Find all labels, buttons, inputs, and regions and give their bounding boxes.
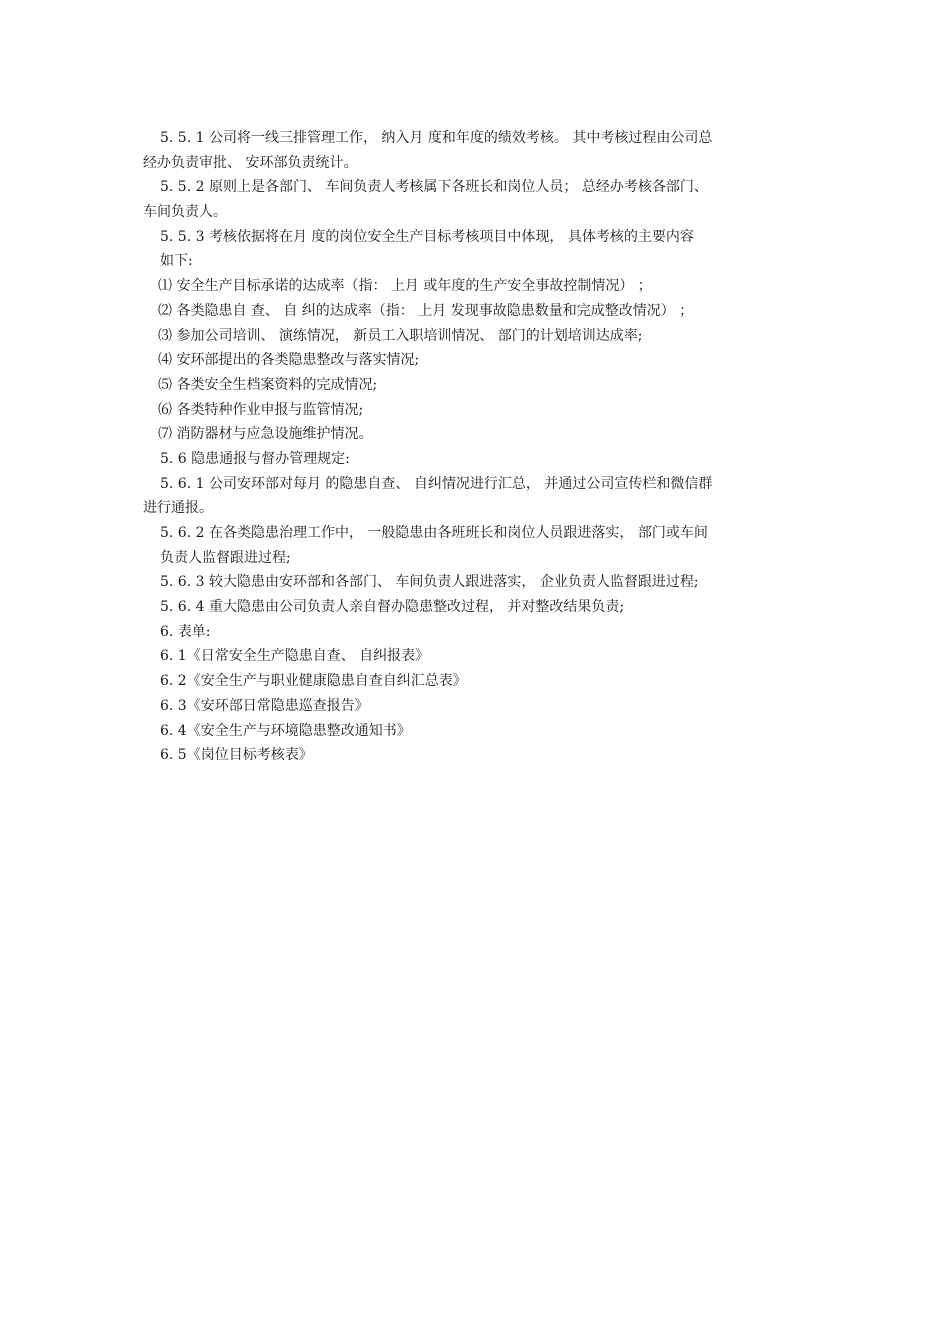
- text-line: 5. 5. 3 考核依据将在月 度的岗位安全生产目标考核项目中体现， 具体考核的主要内容: [160, 228, 694, 245]
- list-item: ⑸ 各类安全生档案资料的完成情况;: [158, 376, 378, 393]
- text-line: 5. 5. 1 公司将一线三排管理工作， 纳入月 度和年度的绩效考核。 其中考核过程由公司总: [160, 130, 713, 146]
- section-heading: 6. 表单:: [160, 623, 211, 640]
- text-line: 如下:: [160, 253, 193, 270]
- text-line: 负责人监督跟进过程;: [160, 549, 291, 566]
- text-line: 5. 6. 3 较大隐患由安环部和各部门、 车间负责人跟进落实， 企业负责人监督跟进过程;: [160, 574, 699, 591]
- list-item: ⑷ 安环部提出的各类隐患整改与落实情况;: [158, 352, 420, 369]
- section-heading: 5. 6 隐患通报与督办管理规定:: [160, 450, 350, 467]
- list-item: ⑹ 各类特种作业申报与监管情况;: [158, 401, 364, 418]
- text-line: 5. 6. 4 重大隐患由公司负责人亲自督办隐患整改过程， 并对整改结果负责;: [160, 599, 625, 616]
- text-line: 车间负责人。: [143, 204, 227, 221]
- text-line: 进行通报。: [143, 500, 213, 517]
- list-item: 6. 3《安环部日常隐患巡查报告》: [160, 697, 369, 714]
- list-item: 6. 5《岗位目标考核表》: [160, 747, 313, 764]
- text-line: 5. 6. 1 公司安环部对每月 的隐患自查、 自纠情况进行汇总， 并通过公司宣传栏和微信群: [160, 475, 713, 492]
- list-item: 6. 1《日常安全生产隐患自查、 自纠报表》: [160, 648, 430, 665]
- list-item: 6. 4《安全生产与环境隐患整改通知书》: [160, 722, 411, 739]
- list-item: ⑵ 各类隐患自 查、 自 纠的达成率（指： 上月 发现事故隐患数量和完成整改情况） ；: [158, 302, 694, 319]
- text-line: 经办负责审批、 安环部负责统计。: [143, 154, 358, 171]
- list-item: ⑶ 参加公司培训、 演练情况， 新员工入职培训情况、 部门的计划培训达成率;: [158, 327, 643, 344]
- list-item: ⑺ 消防器材与应急设施维护情况。: [158, 426, 373, 443]
- list-item: 6. 2《安全生产与职业健康隐患自查自纠汇总表》: [160, 673, 467, 690]
- text-line: 5. 6. 2 在各类隐患治理工作中， 一般隐患由各班班长和岗位人员跟进落实， 部门或车间: [160, 525, 708, 541]
- list-item: ⑴ 安全生产目标承诺的达成率（指： 上月 或年度的生产安全事故控制情况） ；: [158, 278, 652, 295]
- document-body: [143, 126, 811, 768]
- text-line: 5. 5. 2 原则上是各部门、 车间负责人考核属下各班长和岗位人员； 总经办考核各部门、: [160, 179, 708, 196]
